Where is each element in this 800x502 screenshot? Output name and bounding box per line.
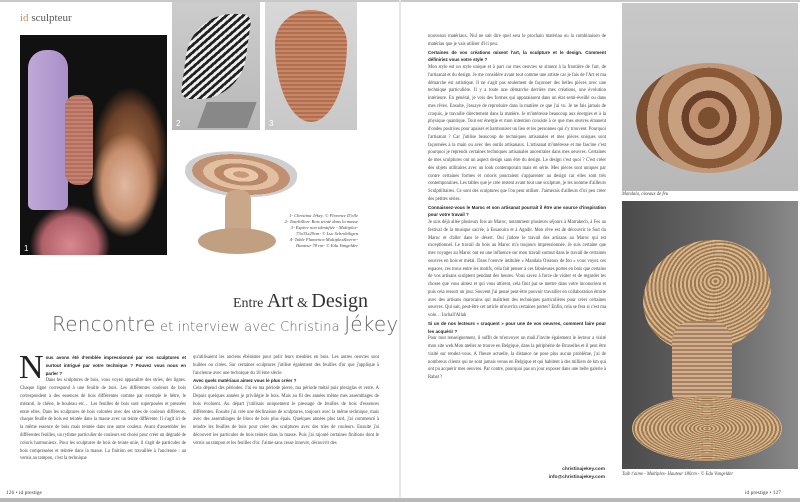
spiral-sculpture	[180, 14, 252, 99]
page-number-left: 126 • id prestige	[6, 490, 42, 496]
photo-mandala	[622, 3, 798, 191]
page-spine	[399, 0, 401, 498]
photo-espece-non-identifiee: 3	[265, 2, 357, 130]
email-link[interactable]: info@christinajekey.com	[548, 475, 605, 480]
photo-christina-jekey: 1	[20, 35, 167, 255]
mandala-sculpture	[636, 63, 782, 173]
photo-wood-sculpture	[622, 201, 798, 469]
article-title: Entre Art & Design	[233, 290, 369, 312]
contact-info	[480, 466, 605, 482]
answer: Mon style est un style unique et à part car mes oeuvres se situent à la frontière de l'art, de l'artisanat et du design. Je me considère avant tout comme une artiste car je fais de l'Art et ma démarche est artistique. Il ne s'agit pas seulement de façonner des belles pièces avec une technique particulière. Il y a toute une démarche derrière mes créations, une évolution intérieure. En général, je vois des formes qui apparaissent dans un état semi-éveillé ou dans mes rêves. Ensuite, j'essaye de reproduire dans la matière ce que j'ai vu. Je ne fais jamais de croquis, je travaille directement dans la matière. Je m'intéresse beaucoup aux énergies et à la physique quantique. Tout est énergie et mon intention consiste à ce que mes œuvres émanent d'ondes positives pour apaiser et harmoniser un lieu et les personnes qui s'y trouvent. Pourquoi l'artisanat ? Car j'utilise beaucoup de techniques artisanales et mes pièces uniques sont façonnées à la main ou avec des outils artisanaux. L'artisanat m'intéresse et me fascine c'est pourquoi je reprends certaines techniques artisanales ancestrales dans mes oeuvres. Certaines de mes sculptures ont un aspect design sans être du design. Le design c'est quoi ? C'est créer des objets utilitaires avec un look contemporain mais en série. Mes pièces sont uniques par contre certaines formes et coloris pourraient s'apparenter au design car elles sont très contemporaines. Les tables que je crée restent avant tout une sculpture, je les nomme d'ailleurs Sculptilitaires. Ce sont des sculptures que l'on peut utiliser. J'aimerais d'ailleurs d'ici peu créer des petites séries.	[428, 65, 606, 202]
question: ous avons été d'emblée impressionné par vos sculptures et surtout intrigué par votre technique ? Pouvez vous nous en parler ?	[45, 355, 186, 376]
mandala-caption: Mandala, oiseaux de feu	[622, 192, 669, 197]
answer: qu'utilisaient les anciens ébénistes pour polir leurs meubles en bois. Les autres oeuvres sont huilées ou cirées. Sur certaines sculptures j'utilise également des feuilles d'or que j'applique à l'ancienne avec une technique du 18 ème siècle.	[193, 355, 379, 376]
question: Certaines de vos créations mixent l'art, la sculpture et le design. Comment définiriez vous votre style ?	[428, 49, 606, 63]
website-link[interactable]: christinajekey.com	[562, 467, 605, 472]
bottom-edge	[0, 498, 800, 502]
page-number-right: id prestige • 127	[745, 490, 781, 496]
question: Connaissez-vous le Maroc et son artisanat pourrait il être une source d'inspiration pour votre travail ?	[428, 204, 606, 218]
question: Avec quels matériaux aimez vous le plus créer ?	[193, 378, 297, 384]
body-column-2	[193, 354, 379, 448]
answer: Je suis déjà allée plusieurs fois au Maroc, notamment plusieurs séjours à Marrakech, à Fes au festival de la musique sacrée, à Essaouira et à Agadir. Mon rêve est de découvrir le Sud du Maroc et d'aller dans le désert. Oui j'adore le travail des artisans au Maroc qui est exceptionnel. Le travail du bois au Maroc m'a toujours impressionnée. Je suis certaine que mes voyages au Maroc ont eu une influence sur mon travail surtout dans le travail de certaines oeuvres en bois et métal. Dans l'oeuvre intitulée « Mandala Oiseaux de feu » vous voyez ces espaces, ces trous entre les motifs, cela fait penser à ces fabuleuses portes en bois que certains de vos artisans sculptent pendant des heures. Vous savez à force de visiter et de regarder les choses que vous aimez et qui vous attirent, cela finit par se mettre dans votre inconscient et puis cela ressort un jour. Souvent j'ai pensé peut-être pouvoir travailler en collaboration étroite avec des artisans marocains qui maîtrient des techniques particulières pour créer certaines oeuvres. Qui sait, peut-être cet article m'ouvrira certaines portes? Enfin, cela se fera si c'est ma voie… Inchall'Allah	[428, 220, 606, 318]
answer: Cela dépend des périodes. J'ai eu ma période pierre, ma période métal puis plexiglas et verre. A Depuis quelques années je privilégie le bois. Mais au fil des années même mes assemblages de bois évoluent. Au départ j'utilisais uniquement le pressage de feuilles de bois d'essences différentes. Ensuite j'ai crée une déclinaison de sculptures, toujours avec la même technique, mais avec des assemblages de blocs de bois plus épais. Quelques années plus tard, j'ai commencé à teindre les feuilles de bois pour créer des sculptures avec des tries de couleurs. Ensuite j'ai découvert les particules de bois teintés dans la masse. Puis j'ai rajouté certaines finitions dont le vernis au tampon et les feuilles d'or. J'aime sans cesse innover, découvrir des	[193, 386, 379, 446]
photo-tourbillon: 2	[172, 2, 260, 130]
question: Si un de nos lecteurs « craquent » pour une de vos oeuvres, comment faire pour les acquérir ?	[428, 320, 606, 334]
body-column-3	[428, 33, 606, 382]
drop-cap: N	[19, 349, 44, 386]
image-captions: 1- Christina Jékey. © Florence D'elle 2- Tourbillon- Bois teinté dans la masse 3- Espèce non identifiée - Multiplex- 73x35x29cm- © Luc Schrobiltgen 4- Table Flamenco-Multiplex&verre- Hauteur 78 cm- © Edu Vangelder	[284, 213, 358, 248]
section-header: id sculpteur	[20, 12, 72, 24]
wood-pod-sculpture	[275, 10, 347, 122]
answer: Dans les sculptures de bois, vous voyez apparaître des stries, des lignes. Chaque ligne correspond à une feuille de bois. Les différentes couleurs de bois correspondent à des essences de bois différentes comme par exemple le hêtre, le méranti, le chêne, le bouleau etc… Les feuilles de bois sont superposées et pressées entre elles. Dans les sculptures de bois colorées avec des stries de couleurs différents, chaque feuille de bois est teintée dans la masse avec un teinte différente. Il s'agit ici de la même essence de bois mais teintée dans une autre couleur. Avant d'assembler les différentes feuilles, un rythme particulier de couleurs est choisi pour créer un dégradé de coloris harmonieux. Pour les sculptures de bois de teinte unie, il s'agit de particules de bois compressées et teintée dans la masse. La finition est travaillée à l'ancienne : au vernis au tampon, c'est la technique	[20, 378, 186, 462]
sculpture-base	[632, 396, 782, 461]
body-column-1	[19, 349, 186, 463]
sculpture-caption: Tuib t'aime - Multiplex- Hauteur 180cm - © Edu Vangelder	[622, 472, 734, 477]
article-subtitle: Rencontre et interview avec Christina Jékey	[52, 312, 399, 336]
answer: nouveaux matériaux. Nul ne sait dire quel sera le prochain matériau ou la combinaison de matériau que je vais utiliser d'ici peu.	[428, 34, 606, 47]
purple-sculpture	[28, 50, 68, 210]
wood-sculpture	[65, 95, 93, 185]
answer: Pour tout renseignement, il suffit de m'envoyer un mail.J'invite également le lecteur a visité mon site web.Mon atelier se trouve en Belgique, dans la périphérie de Bruxelles et il peut être visité sur rendez-vous. A l'heure actuelle, la distance ne pose plus aucun problème, j'ai de nombreux clients qui ne sont jamais venus en Belgique et qui habitent à des milliers de km qui ont pu acquérir mes oeuvres. Par contre, pourquoi pas un jour exposer dans une belle galerie à Rabat ?	[428, 336, 606, 380]
pedestal	[197, 102, 256, 128]
